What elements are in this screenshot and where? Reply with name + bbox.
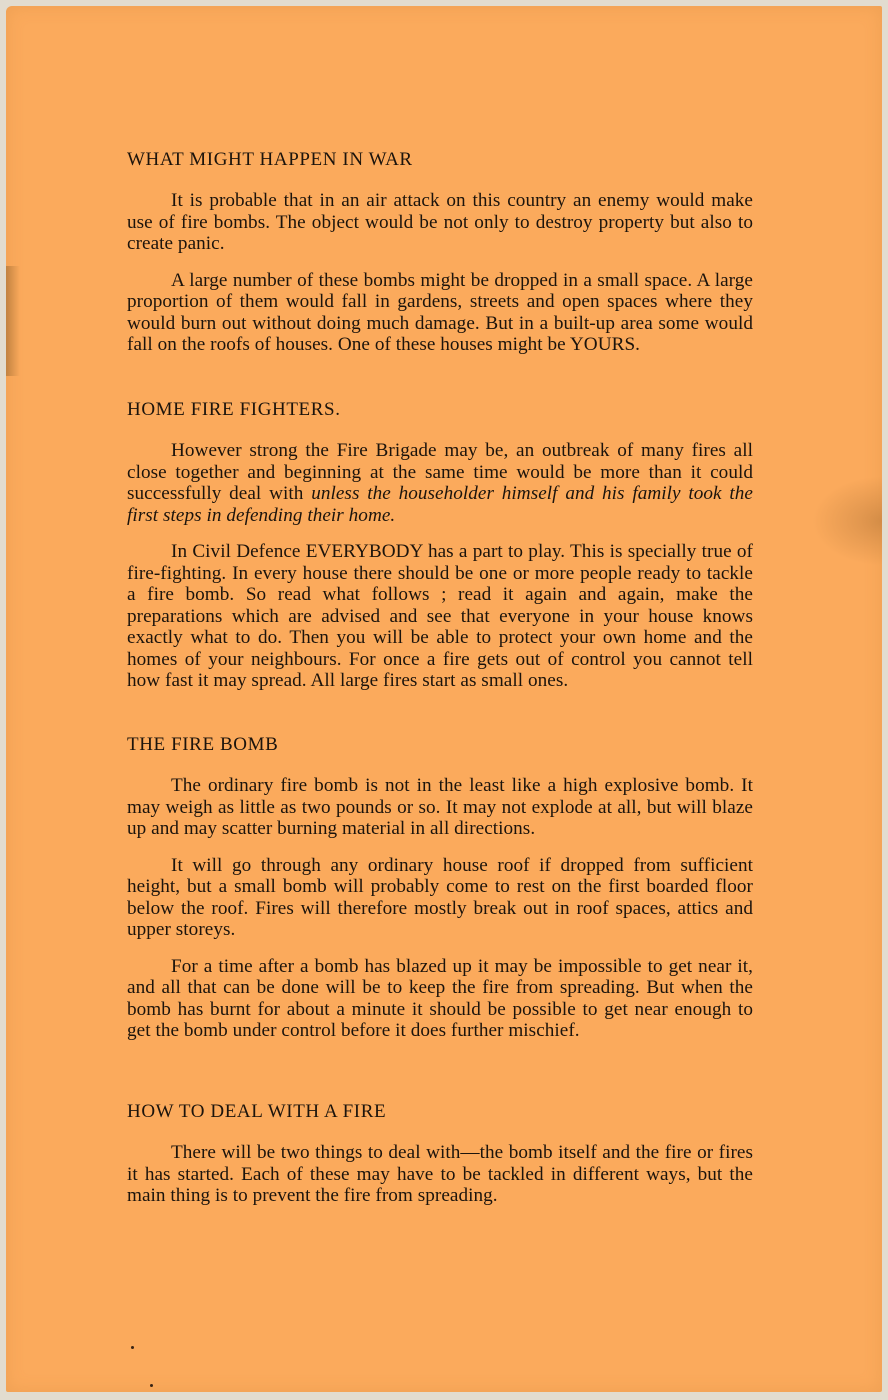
paragraph: It is probable that in an air attack on this country an enemy would make use of fire bombs. The object would be not only to destroy property but also to create panic. — [127, 190, 753, 254]
section-the-fire-bomb — [123, 731, 753, 1057]
paragraph: In Civil Defence EVERYBODY has a part to play. This is specially true of fire-fighting. In every house there should be one or more people ready to tackle a fire bomb. So read what follows ; read it again and again, make the preparations which are advised and see that everyone in your house knows exactly what to do. Then you will be able to protect your own home and the homes of your neighbours. For once a fire gets out of control you cannot tell how fast it may spread. All large fires start as small ones. — [127, 541, 753, 691]
paper-speck — [131, 1346, 134, 1349]
section-how-to-deal — [123, 1098, 753, 1222]
paper-speck — [150, 1384, 153, 1387]
section-what-might-happen — [123, 146, 753, 371]
paragraph-text: However strong the Fire Brigade may be, an outbreak of many fires all close together and beginning at the same time would be more than it could successfully deal with — [127, 440, 753, 504]
paragraph — [127, 440, 753, 526]
section-heading: THE FIRE BOMB — [127, 734, 279, 755]
section-heading: WHAT MIGHT HAPPEN IN WAR — [127, 149, 413, 170]
paragraph: A large number of these bombs might be dropped in a small space. A large proportion of them would fall in gardens, streets and open spaces where they would burn out without doing much damage. But in a built-up area some would fall on the roofs of houses. One of these houses might be YOURS. — [127, 269, 753, 355]
paragraph: There will be two things to deal with—the bomb itself and the fire or fires it has started. Each of these may have to be tackled in different ways, but the main thing is to prevent the fire from spreading. — [127, 1142, 753, 1206]
paragraph: The ordinary fire bomb is not in the least like a high explosive bomb. It may weigh as little as two pounds or so. It may not explode at all, but will blaze up and may scatter burning material in all directions. — [127, 775, 753, 839]
paragraph: It will go through any ordinary house roof if dropped from sufficient height, but a small bomb will probably come to rest on the first boarded floor below the roof. Fires will therefore mostly break out in roof spaces, attics and upper storeys. — [127, 854, 753, 940]
section-heading: HOW TO DEAL WITH A FIRE — [127, 1101, 387, 1122]
emphasized-text: unless the householder himself and his family took the first steps in defending their home. — [127, 483, 753, 526]
paragraph: For a time after a bomb has blazed up it may be impossible to get near it, and all that can be done will be to keep the fire from spreading. But when the bomb has burnt for about a minute it should be possible to get near enough to get the bomb under control before it does further mischief. — [127, 955, 753, 1041]
leaflet-page — [6, 6, 882, 1392]
section-heading: HOME FIRE FIGHTERS. — [127, 399, 341, 420]
section-home-fire-fighters — [123, 396, 753, 707]
